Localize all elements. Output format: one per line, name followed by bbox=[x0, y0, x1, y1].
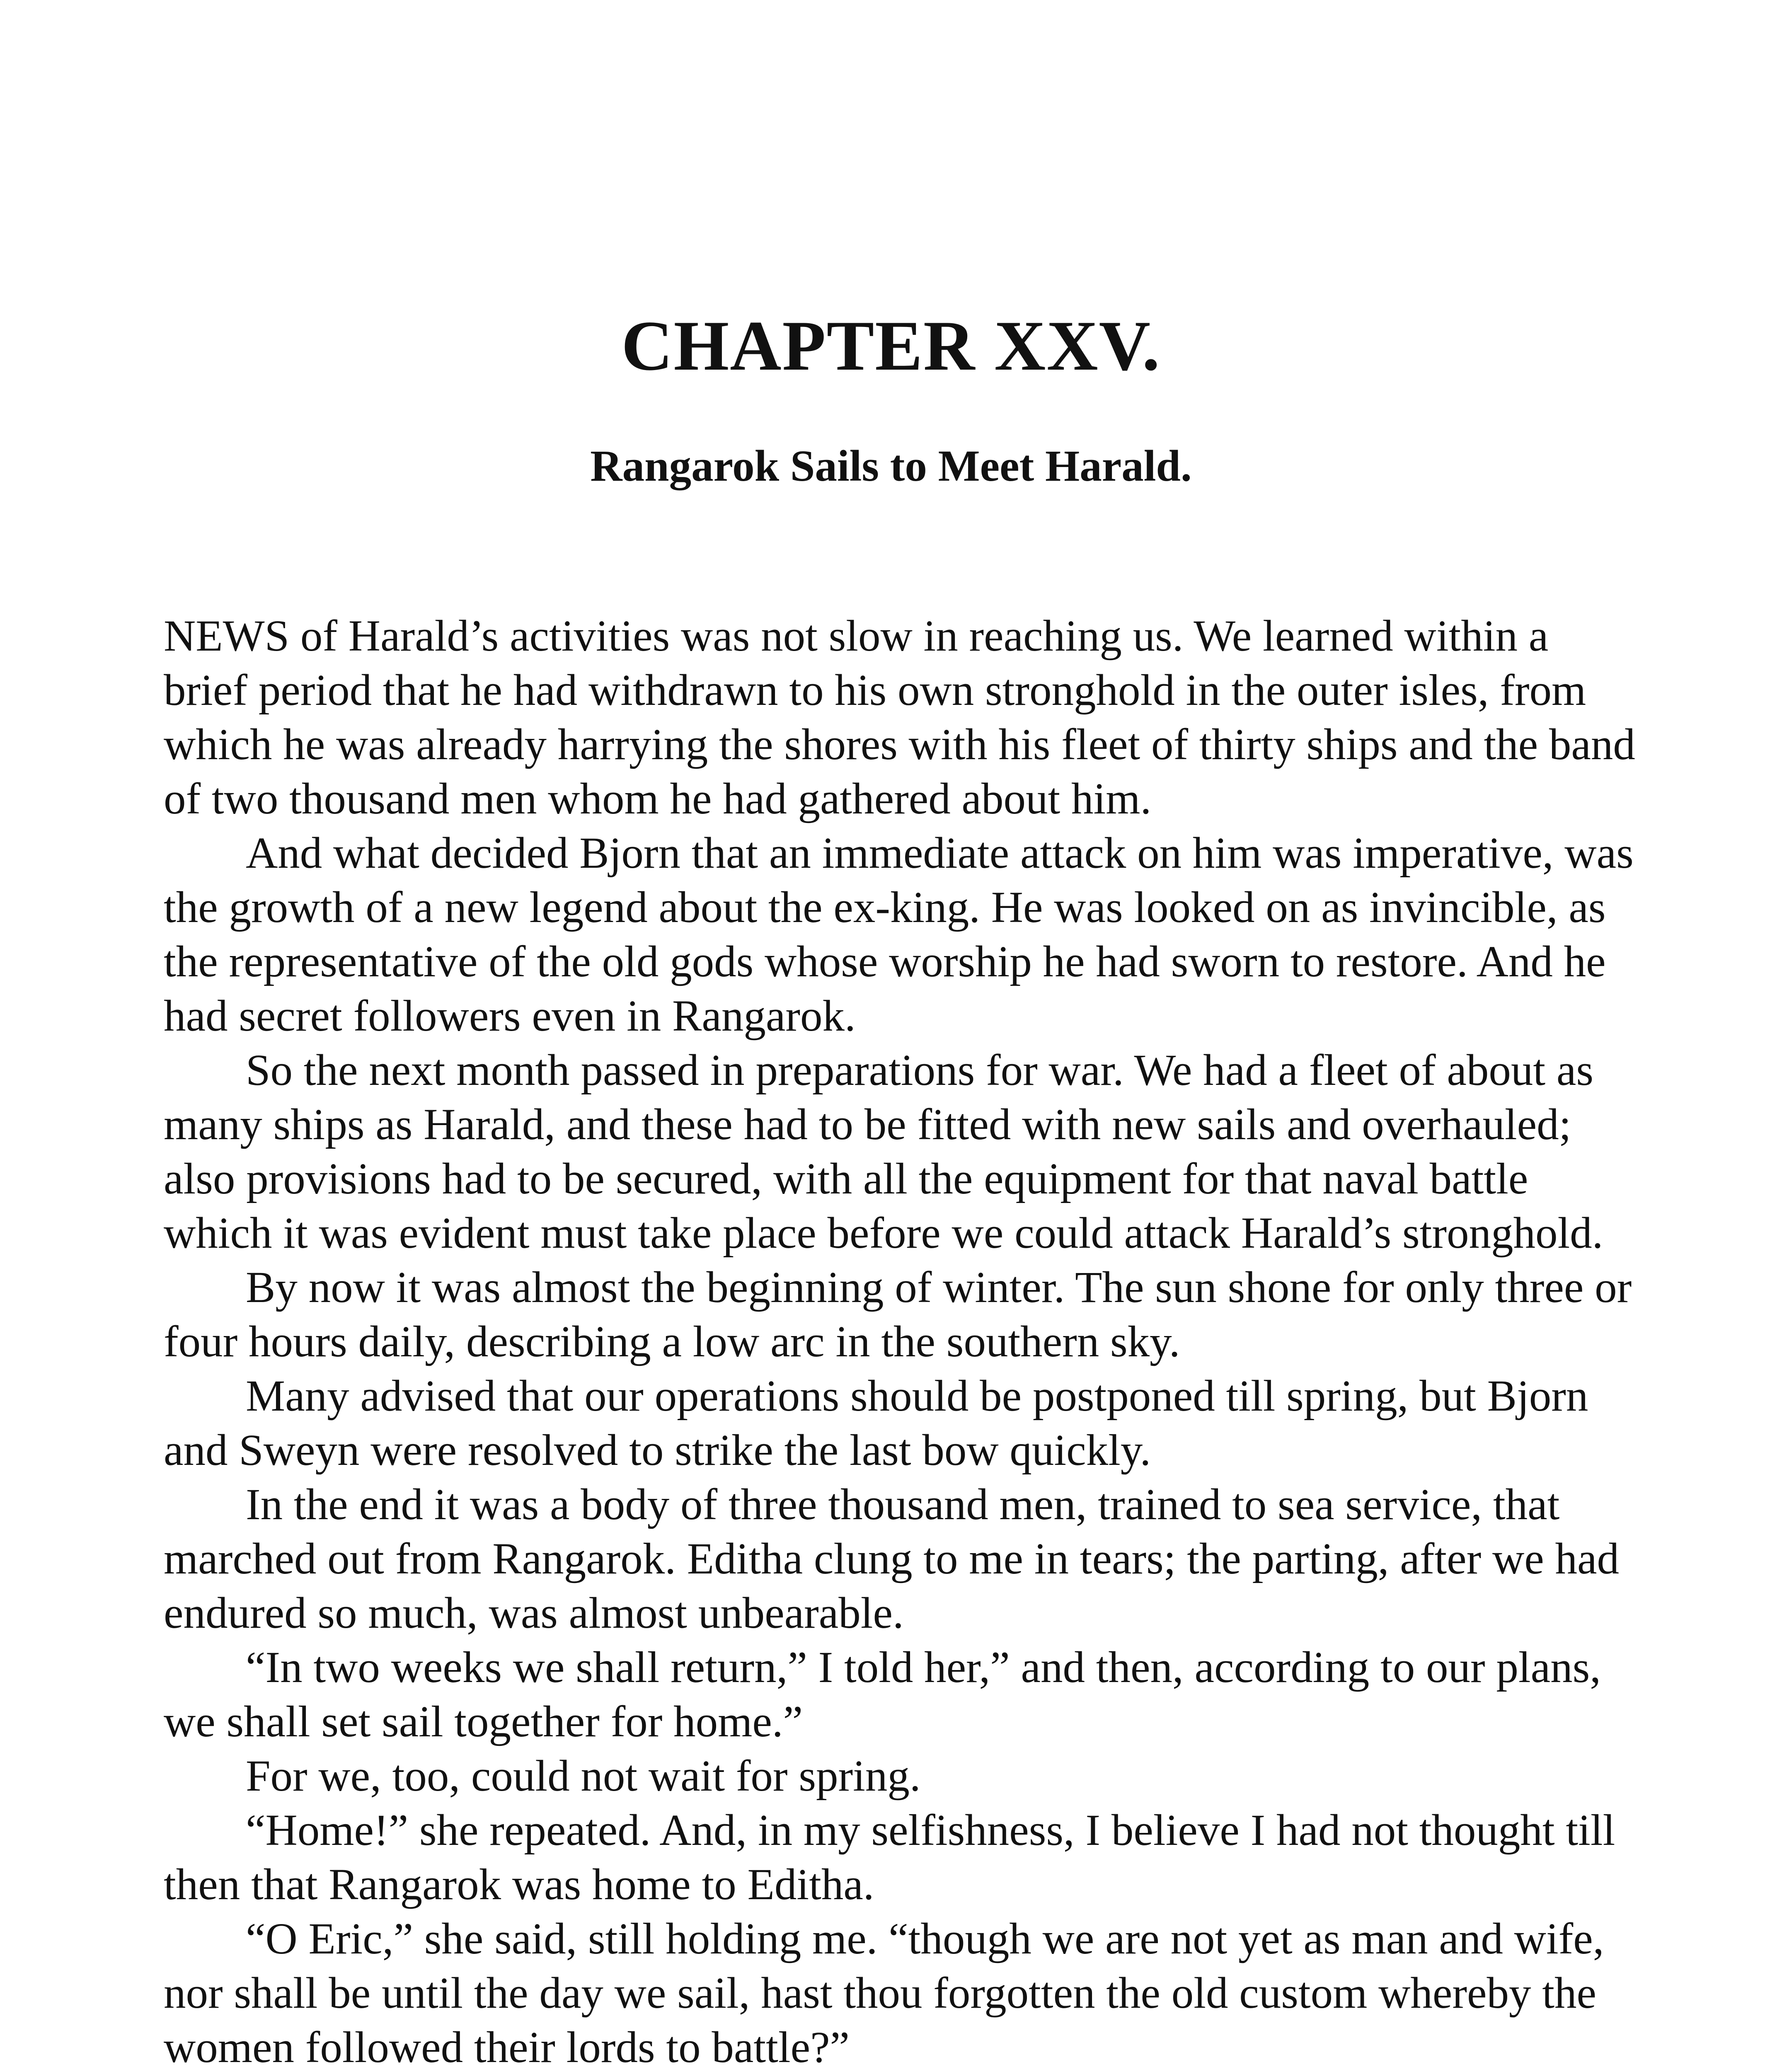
chapter-title: CHAPTER XXV. bbox=[621, 307, 1161, 385]
paragraph: In the end it was a body of three thousand men, trained to sea service, that marched out from Rangarok. Editha clung to me in tears; the parting, after we had endured so much, was almost unbearable. bbox=[164, 1480, 1619, 1638]
chapter-subtitle: Rangarok Sails to Meet Harald. bbox=[590, 442, 1192, 491]
paragraph: For we, too, could not wait for spring. bbox=[246, 1752, 921, 1801]
paragraph: Many advised that our operations should be postponed till spring, but Bjorn and Sweyn were resolved to strike the last bow quickly. bbox=[164, 1372, 1588, 1475]
paragraph: So the next month passed in preparations for war. We had a fleet of about as many ships as Harald, and these had to be fitted with new sails and overhauled; also provisions had to be secured, with all the equipment for that naval battle which it was evident must take place before we could attack Harald’s stronghold. bbox=[164, 1046, 1603, 1258]
paragraph: “In two weeks we shall return,” I told her,” and then, according to our plans, we shall set sail together for home.” bbox=[164, 1643, 1601, 1746]
chapter-body bbox=[164, 609, 1639, 2072]
paragraph: “Home!” she repeated. And, in my selfishness, I believe I had not thought till then that Rangarok was home to Editha. bbox=[164, 1806, 1615, 1909]
paragraph: “O Eric,” she said, still holding me. “though we are not yet as man and wife, nor shall be until the day we sail, hast thou forgotten the old custom whereby the women followed their lords to battle?” bbox=[164, 1915, 1604, 2072]
paragraph: NEWS of Harald’s activities was not slow in reaching us. We learned within a brief period that he had withdrawn to his own stronghold in the outer isles, from which he was already harrying the shores with his fleet of thirty ships and the band of two thousand men whom he had gathered about him. bbox=[164, 612, 1635, 823]
paragraph: And what decided Bjorn that an immediate attack on him was imperative, was the growth of a new legend about the ex-king. He was looked on as invincible, as the representative of the old gods whose worship he had sworn to restore. And he had secret followers even in Rangarok. bbox=[164, 829, 1634, 1041]
paragraph: By now it was almost the beginning of winter. The sun shone for only three or four hours daily, describing a low arc in the southern sky. bbox=[164, 1263, 1632, 1366]
